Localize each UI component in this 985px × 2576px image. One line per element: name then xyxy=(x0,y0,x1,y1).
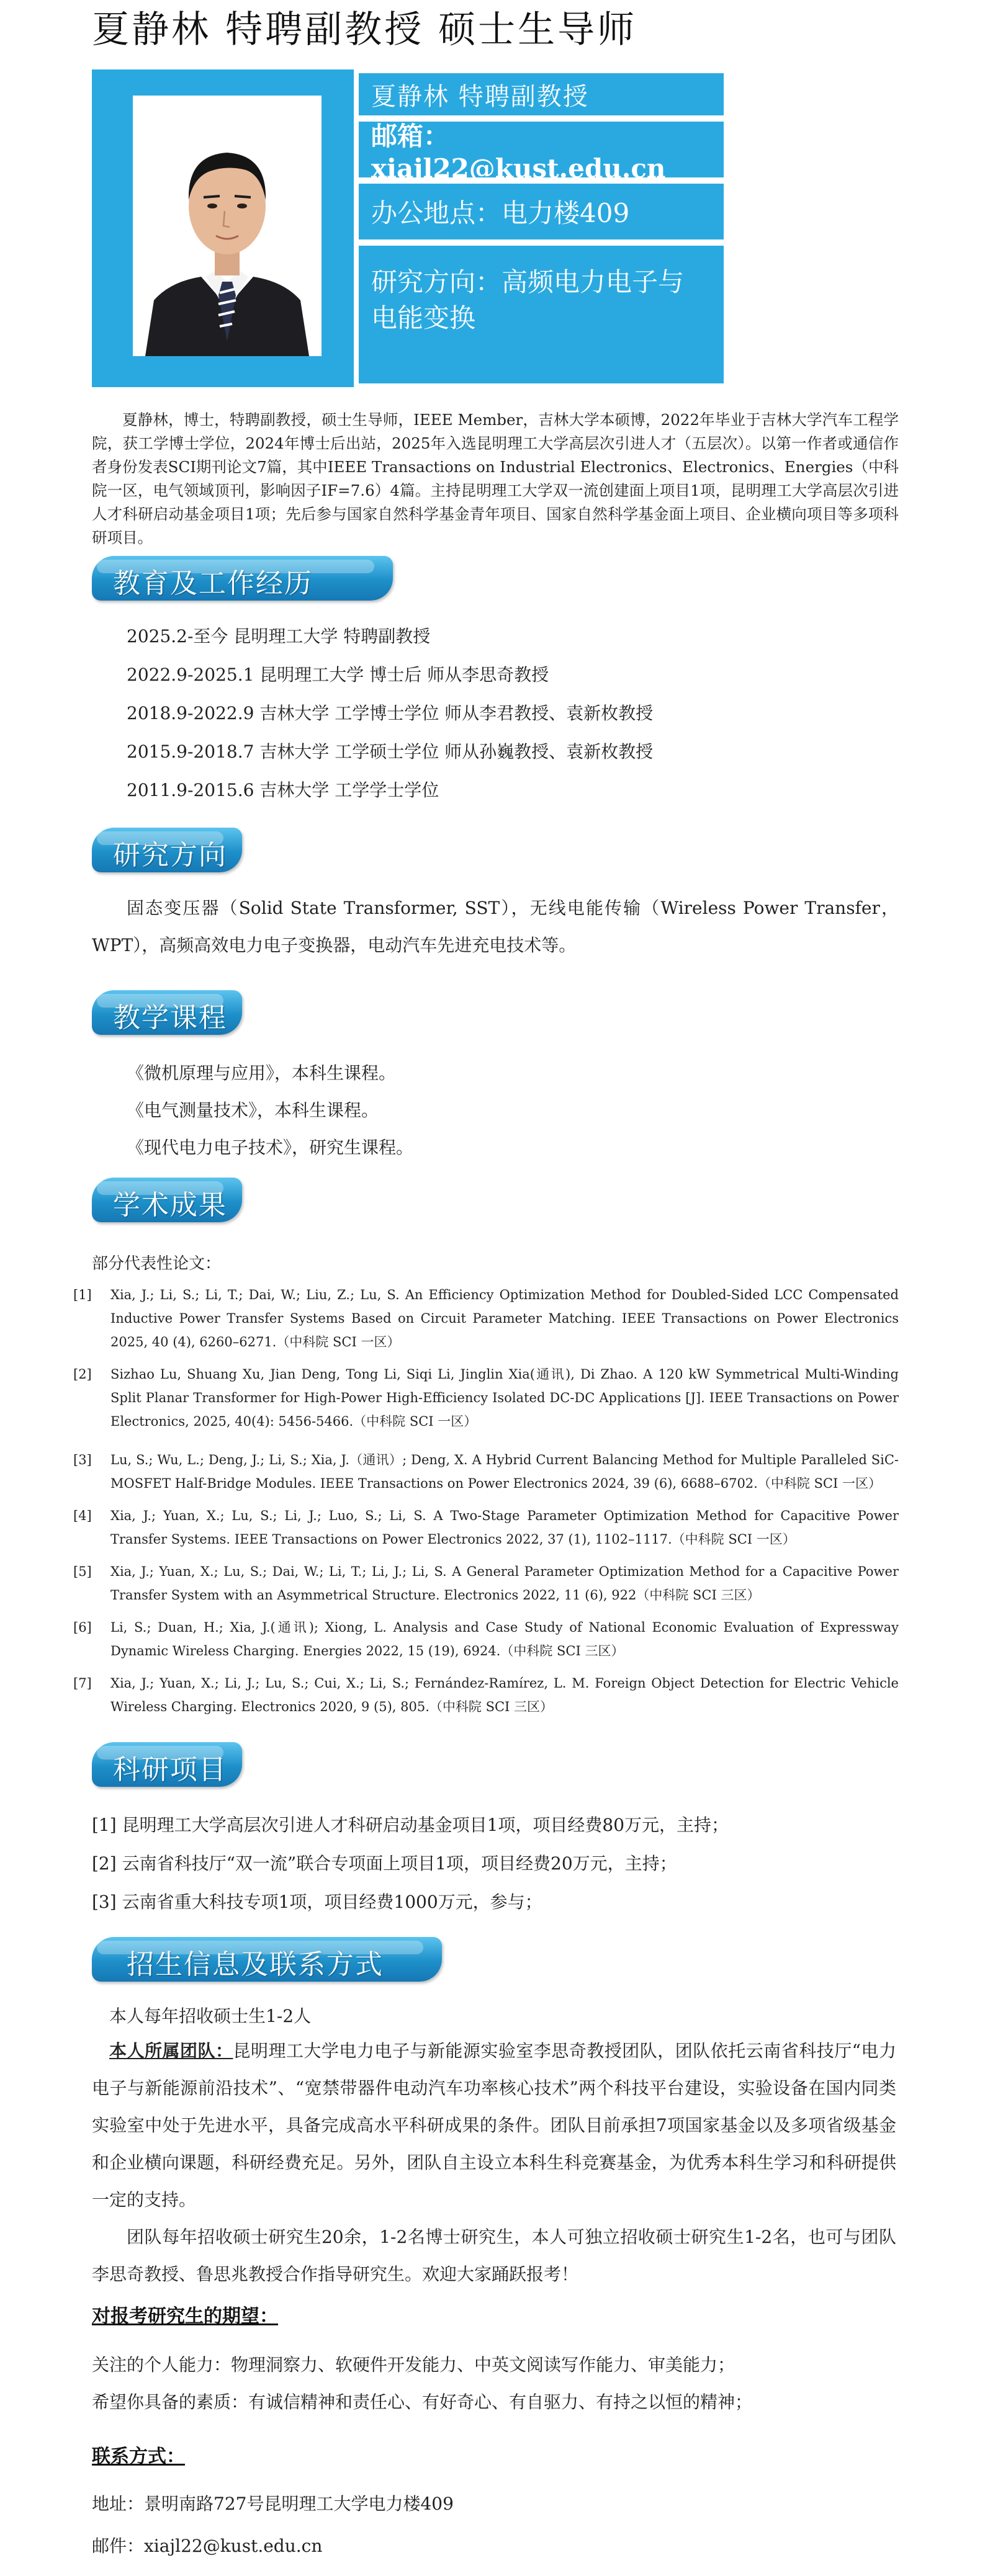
avatar xyxy=(133,96,322,356)
profile-research: 研究方向：高频电力电子与电能变换 xyxy=(359,246,724,383)
publication-text: Xia, J.; Yuan, X.; Lu, S.; Li, J.; Luo, S.; Li, S. A Two-Stage Parameter Optimization Method for Capacitive Power Transfer Systems. IEEE Transactions on Power Electronics 2022, 37 (1), 1102–1117.（中科院 SCI 一区） xyxy=(110,1508,899,1547)
profile-office: 办公地点：电力楼409 xyxy=(359,184,724,239)
contact-email[interactable]: 邮件：xiajl22@kust.edu.cn xyxy=(92,2536,323,2556)
recruit-quota: 本人每年招收硕士生1-2人 xyxy=(109,2006,312,2026)
publication-item xyxy=(73,1283,899,1354)
section-education xyxy=(92,556,393,601)
expectation-ability: 关注的个人能力：物理洞察力、软硬件开发能力、中英文阅读写作能力、审美能力； xyxy=(92,2355,735,2375)
project-item: [2] 云南省科技厅“双一流”联合专项面上项目1项，项目经费20万元，主持； xyxy=(92,1853,677,1874)
expectation-quality: 希望你具备的素质：有诚信精神和责任心、有好奇心、有自驱力、有持之以恒的精神； xyxy=(92,2392,753,2412)
research-paragraph: 固态变压器（Solid State Transformer, SST），无线电能传输（Wireless Power Transfer，WPT），高频高效电力电子变换器，电动汽车先进充电技术等。 xyxy=(92,898,899,955)
course-item: 《电气测量技术》，本科生课程。 xyxy=(127,1100,379,1120)
intro-paragraph: 夏静林，博士，特聘副教授，硕士生导师，IEEE Member，吉林大学本硕博，2022年毕业于吉林大学汽车工程学院，获工学博士学位，2024年博士后出站，2025年入选昆明理工大学高层次引进人才（五层次）。以第一作者或通信作者身份发表SCI期刊论文7篇，其中IEEE Transactions on Industrial Electronics、Electronics、Energies（中科院一区，电气领域顶刊，影响因子IF=7.6）4篇。主持昆明理工大学双一流创建面上项目1项，昆明理工大学高层次引进人才科研启动基金项目1项；先后参与国家自然科学基金青年项目、国家自然科学基金面上项目、企业横向项目等多项科研项目。 xyxy=(92,411,899,547)
publication-number: [2] xyxy=(73,1367,92,1382)
publication-text: Lu, S.; Wu, L.; Deng, J.; Li, S.; Xia, J.（通讯）; Deng, X. A Hybrid Current Balancing Method for Multiple Paralleled SiC-MOSFET Half-Bridge Modules. IEEE Transactions on Power Electronics 2024, 39 (6), 6688–6702.（中科院 SCI 一区） xyxy=(110,1452,899,1491)
education-item: 2025.2-至今 昆明理工大学 特聘副教授 xyxy=(127,626,431,646)
publication-item xyxy=(73,1671,899,1719)
education-item: 2018.9-2022.9 吉林大学 工学博士学位 师从李君教授、袁新枚教授 xyxy=(127,703,654,723)
publication-item xyxy=(73,1448,899,1495)
education-item: 2011.9-2015.6 吉林大学 工学学士学位 xyxy=(127,780,439,800)
contact-title: 联系方式： xyxy=(92,2446,185,2467)
publication-item xyxy=(73,1362,899,1433)
publication-number: [5] xyxy=(73,1564,92,1579)
publication-number: [3] xyxy=(73,1452,92,1467)
section-projects xyxy=(92,1742,242,1787)
section-achievements xyxy=(92,1178,242,1222)
project-item: [1] 昆明理工大学高层次引进人才科研启动基金项目1项，项目经费80万元，主持； xyxy=(92,1815,729,1835)
publication-item xyxy=(73,1616,899,1663)
expectation-title: 对报考研究生的期望： xyxy=(92,2305,278,2327)
page-title: 夏静林 特聘副教授 硕士生导师 xyxy=(92,8,637,51)
section-title: 研究方向 xyxy=(113,839,227,871)
education-item: 2015.9-2018.7 吉林大学 工学硕士学位 师从孙巍教授、袁新枚教授 xyxy=(127,741,654,762)
course-item: 《微机原理与应用》，本科生课程。 xyxy=(127,1063,397,1083)
profile-name: 夏静林 特聘副教授 xyxy=(359,73,724,115)
publications-label: 部分代表性论文： xyxy=(92,1254,222,1273)
profile-email[interactable]: 邮箱：xiajl22@kust.edu.cn xyxy=(359,122,724,177)
publication-number: [7] xyxy=(73,1676,92,1691)
publication-number: [6] xyxy=(73,1620,92,1635)
team-label: 本人所属团队： xyxy=(109,2041,233,2061)
team-recruit-paragraph: 团队每年招收硕士研究生20余，1-2名博士研究生，本人可独立招收硕士研究生1-2名，也可与团队李思奇教授、鲁思兆教授合作指导研究生。欢迎大家踊跃报考！ xyxy=(92,2227,896,2284)
section-title: 学术成果 xyxy=(113,1189,227,1221)
section-teaching xyxy=(92,990,242,1035)
publication-number: [4] xyxy=(73,1508,92,1523)
project-item: [3] 云南省重大科技专项1项，项目经费1000万元，参与； xyxy=(92,1892,542,1912)
team-text: 昆明理工大学电力电子与新能源实验室李思奇教授团队，团队依托云南省科技厅“电力电子与新能源前沿技术”、“宽禁带器件电动汽车功率核心技术”两个科技平台建设，实验设备在国内同类实验室中处于先进水平，具备完成高水平科研成果的条件。团队目前承担7项国家基金以及多项省级基金和企业横向课题，科研经费充足。另外，团队自主设立本科生科竞赛基金，为优秀本科生学习和科研提供一定的支持。 xyxy=(92,2041,896,2210)
profile-card xyxy=(92,69,724,387)
education-item: 2022.9-2025.1 昆明理工大学 博士后 师从李思奇教授 xyxy=(127,664,549,685)
section-title: 招生信息及联系方式 xyxy=(127,1949,384,1980)
section-research xyxy=(92,828,242,872)
publication-number: [1] xyxy=(73,1287,92,1302)
section-recruit xyxy=(92,1937,442,1982)
contact-address: 地址：景明南路727号昆明理工大学电力楼409 xyxy=(92,2493,454,2514)
course-item: 《现代电力电子技术》，研究生课程。 xyxy=(127,1137,414,1158)
section-title: 教学课程 xyxy=(113,1002,227,1034)
publication-text: Xia, J.; Yuan, X.; Lu, S.; Dai, W.; Li, T.; Li, J.; Li, S. A General Parameter Optimization Method for a Capacitive Power Transfer System with an Asymmetrical Structure. Electronics 2022, 11 (6), 922（中科院 SCI 三区） xyxy=(110,1564,899,1603)
publication-item xyxy=(73,1504,899,1551)
section-title: 教育及工作经历 xyxy=(113,568,313,599)
publication-text: Xia, J.; Li, S.; Li, T.; Dai, W.; Liu, Z.; Lu, S. An Efficiency Optimization Method for Doubled-Sided LCC Compensated Inductive Power Transfer Systems Based on Circuit Parameter Matching. IEEE Transactions on Power Electronics 2025, 40 (4), 6260–6271.（中科院 SCI 一区） xyxy=(110,1287,899,1349)
section-title: 科研项目 xyxy=(113,1754,227,1786)
publication-text: Li, S.; Duan, H.; Xia, J.(通讯); Xiong, L. Analysis and Case Study of National Economic Evaluation of Expressway Dynamic Wireless Charging. Energies 2022, 15 (19), 6924.（中科院 SCI 三区） xyxy=(110,1620,899,1658)
team-paragraph xyxy=(92,2033,896,2219)
publication-item xyxy=(73,1560,899,1607)
publication-text: Xia, J.; Yuan, X.; Li, J.; Lu, S.; Cui, X.; Li, S.; Fernández-Ramírez, L. M. Foreign Object Detection for Electric Vehicle Wireless Charging. Electronics 2020, 9 (5), 805.（中科院 SCI 三区） xyxy=(110,1676,899,1714)
publication-text: Sizhao Lu, Shuang Xu, Jian Deng, Tong Li, Siqi Li, Jinglin Xia(通讯), Di Zhao. A 120 kW Symmetrical Multi-Winding Split Planar Transformer for High-Power High-Efficiency Isolated DC-DC Applications [J]. IEEE Transactions on Power Electronics, 2025, 40(4): 5456-5466.（中科院 SCI 一区） xyxy=(110,1367,899,1429)
